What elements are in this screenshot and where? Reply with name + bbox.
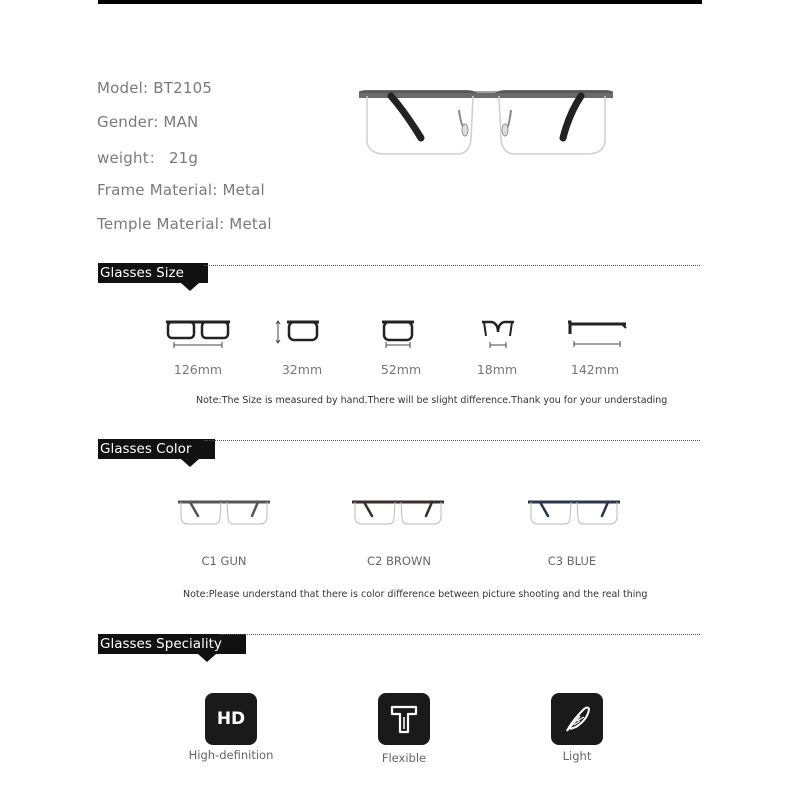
frame-width-icon	[164, 318, 232, 353]
color-label-blue: C3 BLUE	[547, 554, 597, 568]
section-divider	[220, 634, 700, 635]
size-bridge-width: 18mm	[476, 362, 518, 377]
color-note: Note:Please understand that there is color difference between picture shooting and the real thing	[183, 589, 648, 600]
size-note: Note:The Size is measured by hand.There will be slight difference.Thank you for your understading	[196, 395, 668, 406]
size-frame-width: 126mm	[173, 362, 223, 377]
feature-label-light: Light	[562, 749, 592, 763]
top-bar	[98, 0, 702, 4]
hd-icon	[205, 693, 257, 745]
hammer-icon	[378, 693, 430, 745]
color-blue-glasses	[526, 498, 622, 531]
lens-width-icon	[380, 318, 416, 353]
spec-weight: weight： 21g	[97, 149, 199, 167]
feather-icon	[551, 693, 603, 745]
size-lens-width: 52mm	[380, 362, 422, 377]
color-brown-glasses	[350, 498, 446, 531]
section-title-size: Glasses Size	[98, 263, 208, 283]
bridge-width-icon	[480, 318, 516, 353]
feature-label-hd: High-definition	[188, 748, 274, 762]
spec-frame-material: Frame Material: Metal	[97, 181, 265, 199]
section-divider	[204, 265, 700, 266]
section-title-tab	[181, 283, 199, 291]
product-glasses-image	[355, 82, 617, 165]
section-title-tab	[198, 654, 216, 662]
section-title-speciality: Glasses Speciality	[98, 634, 246, 654]
section-divider	[204, 440, 700, 441]
spec-temple-material: Temple Material: Metal	[97, 215, 272, 233]
spec-gender: Gender: MAN	[97, 113, 199, 131]
section-title-color: Glasses Color	[98, 439, 215, 459]
size-temple-length: 142mm	[570, 362, 620, 377]
section-title-tab	[181, 459, 199, 467]
color-label-gun: C1 GUN	[201, 554, 247, 568]
temple-length-icon	[566, 318, 628, 353]
color-gun-glasses	[176, 498, 272, 531]
size-lens-height: 32mm	[281, 362, 323, 377]
spec-model: Model: BT2105	[97, 79, 213, 97]
color-label-brown: C2 BROWN	[367, 554, 431, 568]
lens-height-icon	[275, 318, 321, 353]
hd-icon-text: HD	[216, 709, 246, 729]
feature-label-flexible: Flexible	[381, 751, 427, 765]
